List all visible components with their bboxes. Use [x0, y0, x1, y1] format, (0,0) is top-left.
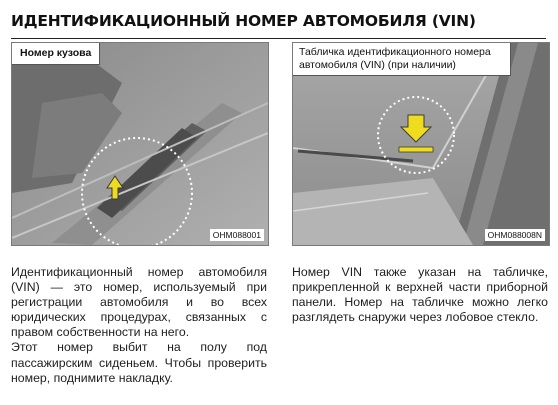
figure-caption-body-number: Номер кузова: [12, 43, 100, 65]
paragraph-vin-location-floor: Этот номер выбит на полу под пассажирским сиденьем. Чтобы проверить номер, поднимите накладку.: [11, 340, 267, 385]
figure-code: OHM088001: [210, 229, 264, 241]
body-text-left: [11, 265, 267, 386]
figure-code: OHM088008N: [485, 229, 545, 241]
paragraph-vin-definition: Идентификационный номер автомобиля (VIN) — это номер, используемый при регистрации автомобиля и во всех юридических процедурах, связанных с правом собственности на него.: [11, 265, 267, 340]
figure-body-number: [11, 42, 269, 246]
body-text-right: [292, 265, 548, 325]
title-divider: [11, 38, 546, 39]
figure-vin-plate: [292, 42, 550, 246]
paragraph-vin-location-dashboard: Номер VIN также указан на табличке, прикрепленной к верхней части приборной панели. Номер на табличке можно легко разглядеть снаружи через лобовое стекло.: [292, 265, 548, 325]
floor-illustration: [12, 43, 268, 245]
figure-caption-vin-plate: Табличка идентификационного номера автомобиля (VIN) (при наличии): [293, 43, 511, 76]
page-title: ИДЕНТИФИКАЦИОННЫЙ НОМЕР АВТОМОБИЛЯ (VIN): [11, 12, 476, 30]
